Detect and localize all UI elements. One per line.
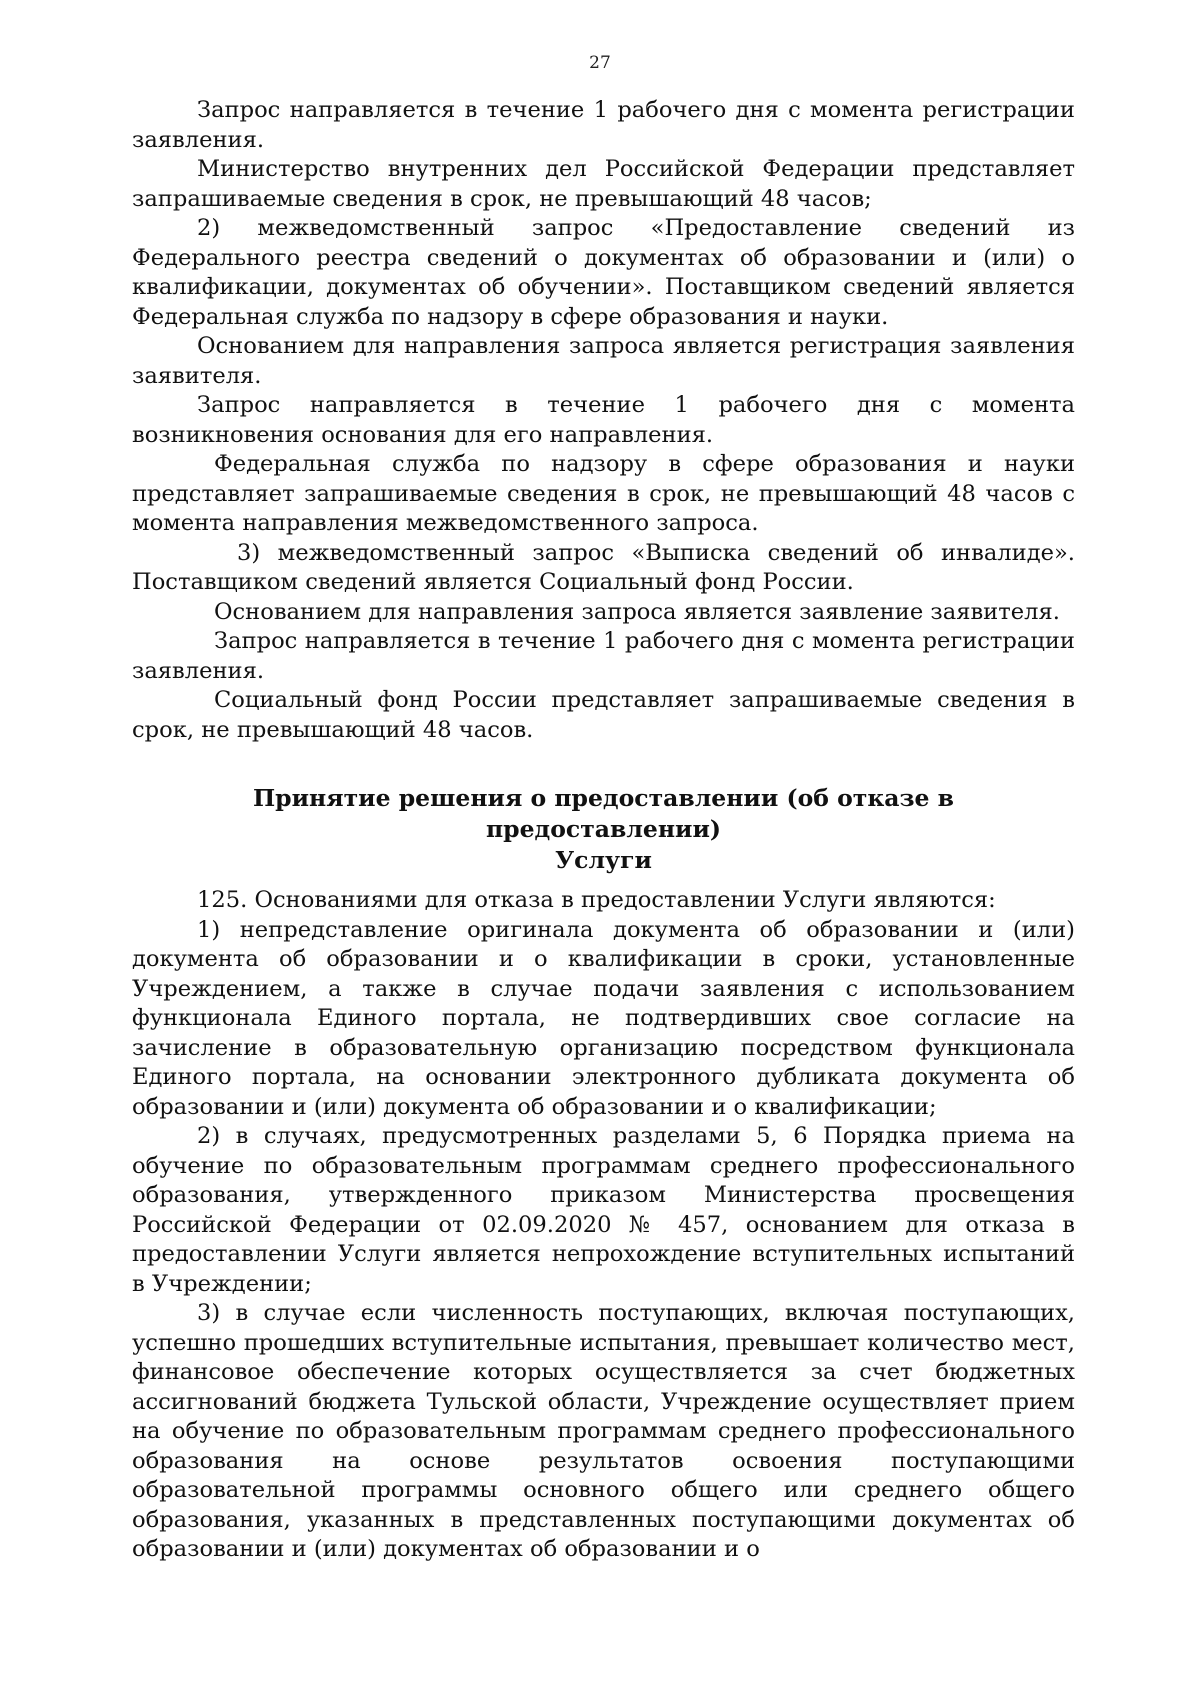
paragraph: 3) межведомственный запрос «Выписка сведений об инвалиде». Поставщиком сведений является Социальный фонд России. — [132, 539, 1075, 595]
paragraph: Основанием для направления запроса является заявление заявителя. — [214, 598, 1060, 625]
paragraph: Запрос направляется в течение 1 рабочего дня с момента регистрации заявления. — [132, 97, 1075, 153]
section-heading-line1: Принятие решения о предоставлении (об отказе в предоставлении) — [252, 784, 954, 843]
paragraph: 125. Основаниями для отказа в предоставлении Услуги являются: — [197, 887, 996, 913]
paragraph: Федеральная служба по надзору в сфере образования и науки представляет запрашиваемые сведения в срок, не превышающий 48 часов с момента направления межведомственного запроса. — [132, 451, 1075, 536]
page-number: 27 — [589, 53, 611, 73]
paragraph: 1) непредставление оригинала документа об образовании и (или) документа об образовании и о квалификации в сроки, установленные Учреждением, а также в случае подачи заявления с использованием функционала Единого портала, не подтвердивших свое согласие на зачисление в образовательную организацию посредством функционала Единого портала, на основании электронного дубликата документа об образовании и (или) документа об образовании и о квалификации; — [132, 916, 1075, 1120]
section-heading-line2: Услуги — [555, 846, 652, 874]
paragraph: Основанием для направления запроса является регистрация заявления заявителя. — [132, 333, 1075, 389]
paragraph: Запрос направляется в течение 1 рабочего дня с момента регистрации заявления. — [132, 628, 1075, 684]
paragraph: Социальный фонд России представляет запрашиваемые сведения в срок, не превышающий 48 часов. — [132, 687, 1075, 743]
paragraph: 3) в случае если численность поступающих, включая поступающих, успешно прошедших вступительные испытания, превышает количество мест, финансовое обеспечение которых осуществляется за счет бюджетных ассигнований бюджета Тульской области, Учреждение осуществляет прием на обучение по образовательным программам среднего профессионального образования на основе результатов освоения поступающими образовательной программы основного общего или среднего общего образования, указанных в представленных поступающими документах об образовании и (или) документах об образовании и о — [132, 1300, 1075, 1562]
paragraph: 2) межведомственный запрос «Предоставление сведений из Федерального реестра сведений о документах об образовании и (или) о квалификации, документах об обучении». Поставщиком сведений является Федеральная служба по надзору в сфере образования и науки. — [132, 215, 1075, 330]
document-body — [132, 96, 1075, 1565]
paragraph: Министерство внутренних дел Российской Федерации представляет запрашиваемые сведения в срок, не превышающий 48 часов; — [132, 156, 1075, 212]
section-heading — [132, 783, 1075, 876]
paragraph: Запрос направляется в течение 1 рабочего дня с момента возникновения основания для его направления. — [132, 392, 1075, 448]
paragraph: 2) в случаях, предусмотренных разделами 5, 6 Порядка приема на обучение по образовательным программам среднего профессионального образования, утвержденного приказом Министерства просвещения Российской Федерации от 02.09.2020 № 457, основанием для отказа в предоставлении Услуги является непрохождение вступительных испытаний в Учреждении; — [132, 1123, 1075, 1297]
